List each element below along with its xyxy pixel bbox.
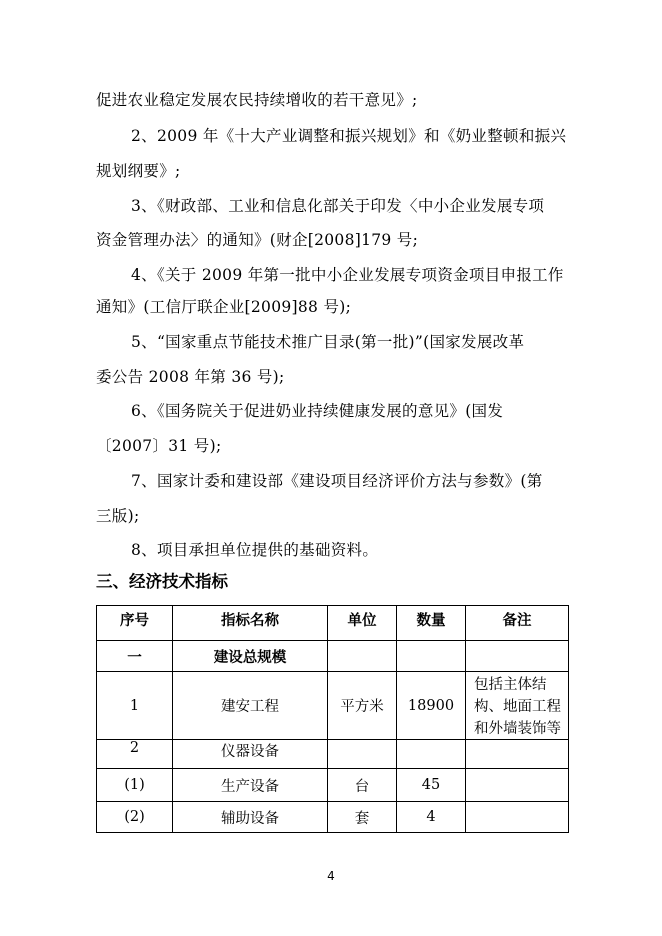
cell-unit: 套 bbox=[328, 802, 397, 833]
cell-note bbox=[466, 672, 569, 740]
paragraph-line: 5、“国家重点节能技术推广目录(第一批)”(国家发展改革 bbox=[131, 333, 525, 351]
cell-no: 一 bbox=[97, 641, 173, 672]
paragraph-line: 三版); bbox=[96, 507, 140, 525]
cell-note bbox=[466, 769, 569, 802]
page-number: 4 bbox=[327, 869, 335, 883]
cell-unit: 平方米 bbox=[328, 672, 397, 740]
indicator-table bbox=[96, 605, 569, 833]
cell-name: 生产设备 bbox=[173, 769, 328, 802]
cell-name: 仪器设备 bbox=[173, 740, 328, 769]
table-row bbox=[97, 740, 569, 769]
header-note: 备注 bbox=[466, 606, 569, 641]
cell-note bbox=[466, 740, 569, 769]
cell-no: 1 bbox=[97, 672, 173, 740]
paragraph-line: 2、2009 年《十大产业调整和振兴规划》和《奶业整顿和振兴 bbox=[131, 127, 567, 145]
section-heading: 三、经济技术指标 bbox=[96, 572, 228, 591]
cell-qty bbox=[397, 641, 466, 672]
cell-name: 辅助设备 bbox=[173, 802, 328, 833]
paragraph-line: 委公告 2008 年第 36 号); bbox=[96, 368, 285, 386]
table-row bbox=[97, 672, 569, 740]
cell-no: (2) bbox=[97, 802, 173, 833]
cell-unit bbox=[328, 641, 397, 672]
paragraph-line: 通知》(工信厅联企业[2009]88 号); bbox=[96, 298, 352, 316]
paragraph-line: 8、项目承担单位提供的基础资料。 bbox=[131, 541, 379, 559]
note-text: 包括主体结构、地面工程和外墙装饰等 bbox=[474, 677, 561, 737]
paragraph-line: 4、《关于 2009 年第一批中小企业发展专项资金项目申报工作 bbox=[131, 266, 564, 284]
cell-unit: 台 bbox=[328, 769, 397, 802]
cell-no: (1) bbox=[97, 769, 173, 802]
header-unit: 单位 bbox=[328, 606, 397, 641]
header-name: 指标名称 bbox=[173, 606, 328, 641]
cell-note bbox=[466, 641, 569, 672]
cell-qty bbox=[397, 740, 466, 769]
paragraph-line: 促进农业稳定发展农民持续增收的若干意见》; bbox=[96, 91, 418, 109]
paragraph-line: 3、《财政部、工业和信息化部关于印发〈中小企业发展专项 bbox=[131, 197, 545, 215]
header-no: 序号 bbox=[97, 606, 173, 641]
cell-unit bbox=[328, 740, 397, 769]
paragraph-line: 规划纲要》; bbox=[96, 162, 181, 180]
cell-qty: 4 bbox=[397, 802, 466, 833]
paragraph-line: 〔2007〕31 号); bbox=[96, 437, 222, 455]
paragraph-line: 资金管理办法〉的通知》(财企[2008]179 号; bbox=[96, 231, 419, 249]
table-row bbox=[97, 802, 569, 833]
cell-no: 2 bbox=[97, 740, 173, 769]
cell-name: 建设总规模 bbox=[173, 641, 328, 672]
table-row bbox=[97, 769, 569, 802]
table-header-row bbox=[97, 606, 569, 641]
paragraph-line: 6、《国务院关于促进奶业持续健康发展的意见》(国发 bbox=[131, 402, 504, 420]
cell-note bbox=[466, 802, 569, 833]
cell-qty: 45 bbox=[397, 769, 466, 802]
paragraph-line: 7、国家计委和建设部《建设项目经济评价方法与参数》(第 bbox=[131, 472, 543, 490]
cell-qty: 18900 bbox=[397, 672, 466, 740]
cell-name: 建安工程 bbox=[173, 672, 328, 740]
header-qty: 数量 bbox=[397, 606, 466, 641]
table-row bbox=[97, 641, 569, 672]
